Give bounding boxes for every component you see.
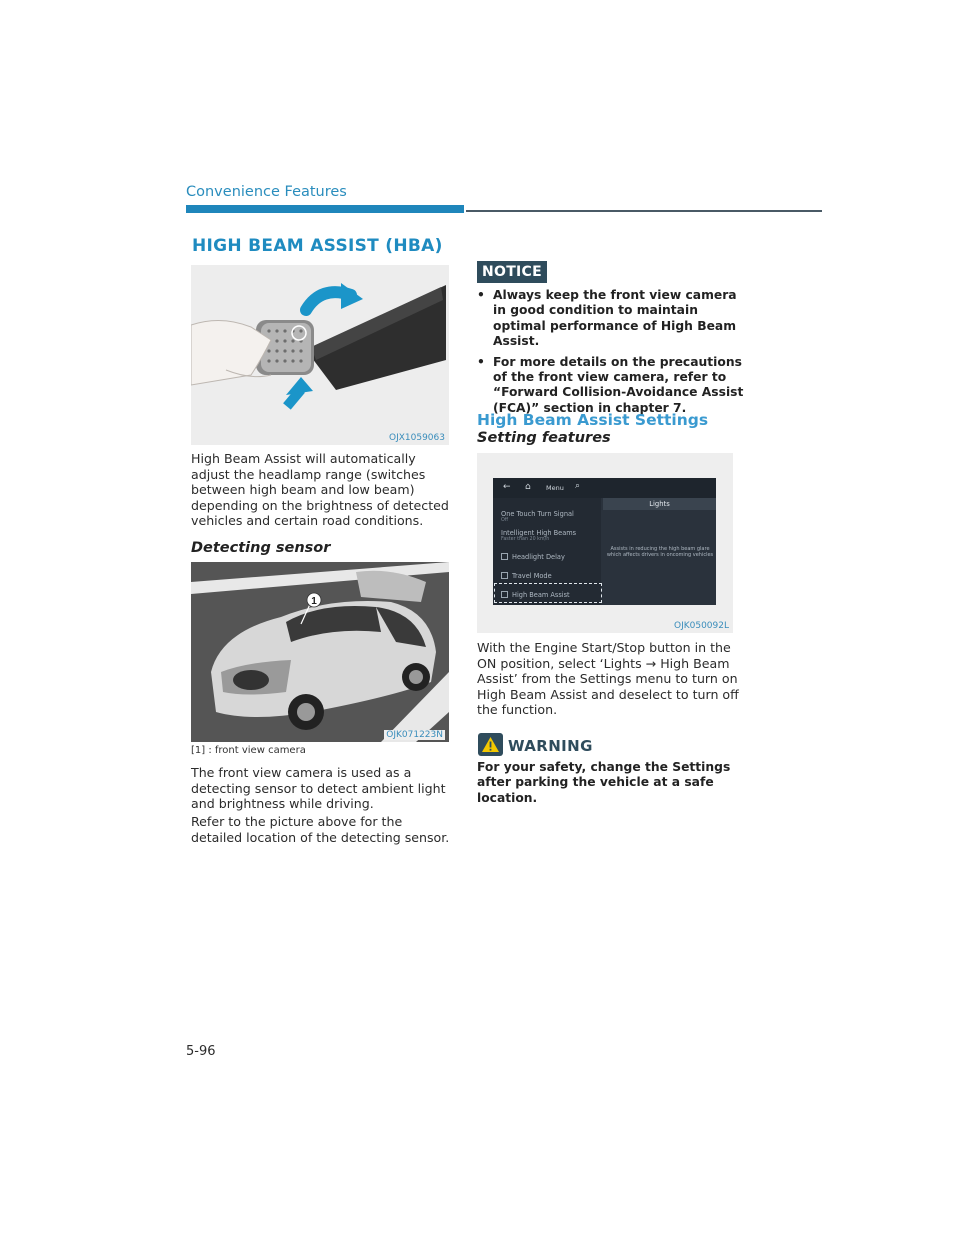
selection-highlight [494, 583, 602, 603]
figure-code: OJX1059063 [389, 433, 445, 443]
settings-item-intelligent-high-beams[interactable]: Intelligent High Beams Faster than 20 km/h [501, 529, 577, 542]
warning-text: For your safety, change the Settings after parking the vehicle at a safe location. [477, 760, 731, 805]
back-arrow-icon[interactable]: ← [503, 482, 511, 492]
sensor-location-paragraph: Refer to the picture above for the detailed location of the detecting sensor. [191, 814, 450, 845]
page-title: HIGH BEAM ASSIST (HBA) [192, 236, 443, 256]
menu-button[interactable]: Menu [546, 484, 564, 492]
notice-item: • Always keep the front view camera in good condition to maintain optimal performance of High Beam Assist. [477, 288, 737, 349]
sensor-marker: 1 [311, 596, 317, 607]
notice-item: • For more details on the precautions of the front view camera, refer to “Forward Collision-Avoidance Assist (FCA)” section in chapter 7. [477, 354, 744, 415]
lights-panel-title: Lights [603, 498, 716, 510]
feature-description: Assists in reducing the high beam glare which affects drivers in oncoming vehicles [606, 546, 714, 558]
header-rule-blue [186, 205, 464, 213]
car-illustration [191, 562, 449, 742]
settings-paragraph: With the Engine Start/Stop button in the ON position, select ‘Lights → High Beam Assist’ from the Settings menu to turn on High Beam Assist and deselect to turn off the function. [477, 640, 739, 718]
screen-top-bar [493, 478, 716, 498]
settings-heading: High Beam Assist Settings [477, 411, 709, 429]
figure-code: OJK071223N [386, 730, 443, 740]
header-rule-gray [466, 210, 822, 212]
warning-icon [478, 733, 503, 756]
sensor-paragraph: The front view camera is used as a detecting sensor to detect ambient light and brightness while driving. [191, 765, 446, 812]
setting-features-heading: Setting features [477, 430, 611, 446]
infotainment-screen [493, 478, 716, 605]
search-icon[interactable]: ⌕ [575, 481, 581, 491]
detecting-sensor-heading: Detecting sensor [191, 540, 331, 556]
checkbox-icon[interactable] [501, 553, 508, 560]
settings-item-high-beam-assist[interactable]: High Beam Assist [501, 591, 570, 599]
sensor-figure [191, 562, 449, 742]
page-number: 5-96 [186, 1044, 216, 1059]
notice-list [477, 288, 747, 421]
settings-item-travel-mode[interactable]: Travel Mode [501, 572, 552, 580]
settings-item-one-touch[interactable]: One Touch Turn Signal Off [501, 510, 574, 523]
settings-item-headlight-delay[interactable]: Headlight Delay [501, 553, 565, 561]
figure-code: OJK050092L [673, 621, 729, 631]
notice-label: NOTICE [477, 261, 547, 283]
warning-label: WARNING [508, 737, 593, 755]
checkbox-icon[interactable] [501, 572, 508, 579]
figure-caption: [1] : front view camera [191, 745, 306, 756]
stalk-illustration [191, 265, 449, 445]
home-icon[interactable]: ⌂ [525, 482, 531, 492]
stalk-figure [191, 265, 449, 445]
intro-paragraph: High Beam Assist will automatically adjust the headlamp range (switches between high beam and low beam) depending on the brightness of detected vehicles and certain road conditions. [191, 451, 449, 529]
section-title: Convenience Features [186, 184, 347, 200]
